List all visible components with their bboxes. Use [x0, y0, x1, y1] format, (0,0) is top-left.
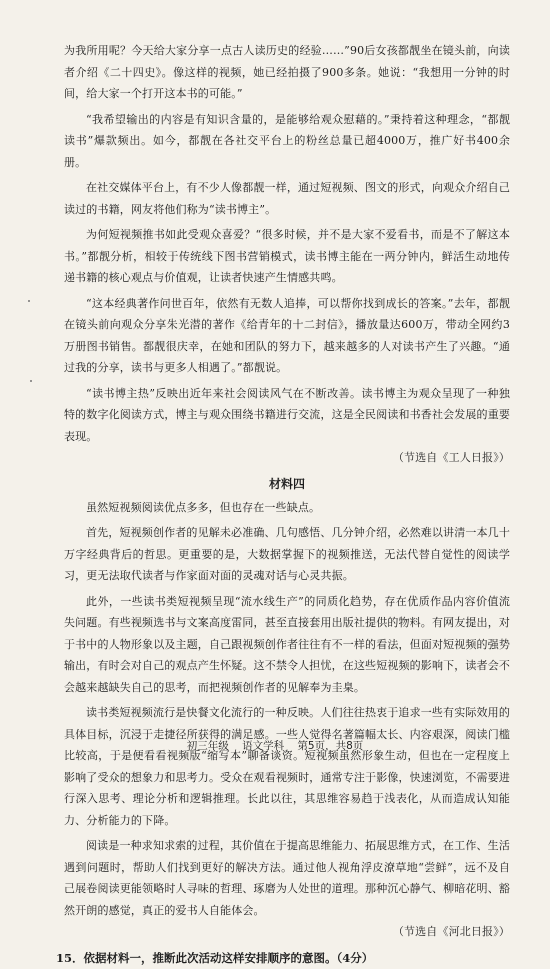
paragraph: 虽然短视频阅读优点多多，但也存在一些缺点。 [86, 500, 321, 514]
question-15: 15．依据材料一，推断此次活动这样安排顺序的意图。（4分） [56, 950, 374, 965]
paragraph: 在社交媒体平台上，有不少人像都靓一样，通过短视频、图文的形式，向观众介绍自己读过的书籍，网友将他们称为“读书博主”。 [64, 181, 510, 216]
paragraph-text: 阅读是一种求知求索的过程，其价值在于提高思维能力、拓展思维方式，在工作、生活遇到问题时，帮助人们找到更好的解决方法。通过他人视角浮皮潦草地“尝鲜”，远不及自己展卷阅读更能领略时人寻味的哲理、琢磨为人处世的道理。那种沉心静气、柳暗花明、豁然开朗的感觉，真正的爱书人自能体会。 [64, 839, 510, 917]
paragraph [64, 383, 510, 469]
source-citation: （节选自《河北日报》） [392, 925, 510, 938]
scan-dot [28, 300, 30, 302]
paragraph-text: “读书博主热”反映出近年来社会阅读风气在不断改善。读书博主为观众呈现了一种独特的数字化阅读方式，博主与观众围绕书籍进行交流，这是全民阅读和书香社会发展的重要表现。 [64, 386, 510, 443]
source-citation: （节选自《工人日报》） [392, 451, 510, 464]
paragraph: 为我所用呢？今天给大家分享一点古人读历史的经验……”90后女孩都靓坐在镜头前，向读者介绍《二十四史》。像这样的视频，她已经拍摄了900多条。她说：“我想用一分钟的时间，给大家一个打开这本书的可能。” [64, 44, 510, 100]
paragraph: 首先，短视频创作者的见解未必准确、几句感悟、几分钟介绍，必然难以讲清一本几十万字经典背后的哲思。更重要的是，大数据掌握下的视频推送，无法代替自觉性的阅读学习，更无法取代读者与作家面对面的灵魂对话与心灵共振。 [64, 526, 510, 582]
paragraph: 此外，一些读书类短视频呈现“流水线生产”的同质化趋势，存在优质作品内容价值流失问题。有些视频选书与文案高度雷同，甚至直接套用出版社提供的物料。有网友提出，对于书中的人物形象以及主题，自己跟视频创作者往往有不一样的看法，但面对短视频的强势输出，有时会对自己的观点产生怀疑。这不禁令人担忧，在这些短视频的影响下，读者会不会越来越缺失自己的思考，而把视频创作者的见解奉为圭臬。 [64, 594, 510, 694]
paragraph: 为何短视频推书如此受观众喜爱？“很多时候，并不是大家不爱看书，而是不了解这本书。”都靓分析，相较于传统线下图书营销模式，读书博主能在一两分钟内，鲜活生动地传递书籍的核心观点与价值观，让读者快速产生情感共鸣。 [64, 228, 510, 284]
section-heading: 材料四 [268, 476, 305, 491]
paragraph: 读书类短视频流行是快餐文化流行的一种反映。人们往往热衷于追求一些有实际效用的具体目标，沉浸于走捷径所获得的满足感。一些人觉得名著篇幅太长、内容艰深，阅读门槛比较高，于是便看看视频版“缩写本”聊备谈资。短视频虽然形象生动，但也在一定程度上影响了受众的想象力和思考力。受众在观看视频时，通常专注于影像，快速浏览，不需要进行深入思考、理论分析和逻辑推理。长此以往，其思维容易趋于浅表化，从而造成认知能力、分析能力的下降。 [64, 706, 510, 827]
page-footer: 初三年级 语文学科 第5页，共8页 [186, 740, 364, 752]
paragraph: “这本经典著作问世百年，依然有无数人追捧，可以帮你找到成长的答案。”去年，都靓在镜头前向观众分享朱光潜的著作《给青年的十二封信》，播放量达600万，带动全网约3万册图书销售。都靓很庆幸，在她和团队的努力下，越来越多的人对读书产生了兴趣。“通过我的分享，读书与更多人相遇了。”都靓说。 [64, 296, 510, 374]
scan-dot [30, 380, 32, 382]
page-content [56, 40, 510, 969]
paragraph: “我希望输出的内容是有知识含量的，是能够给观众慰藉的。”秉持着这种理念，“都靓读书”爆款频出。如今，都靓在各社交平台上的粉丝总量已超4000万，推广好书400余册。 [64, 112, 510, 169]
paragraph [64, 835, 510, 943]
